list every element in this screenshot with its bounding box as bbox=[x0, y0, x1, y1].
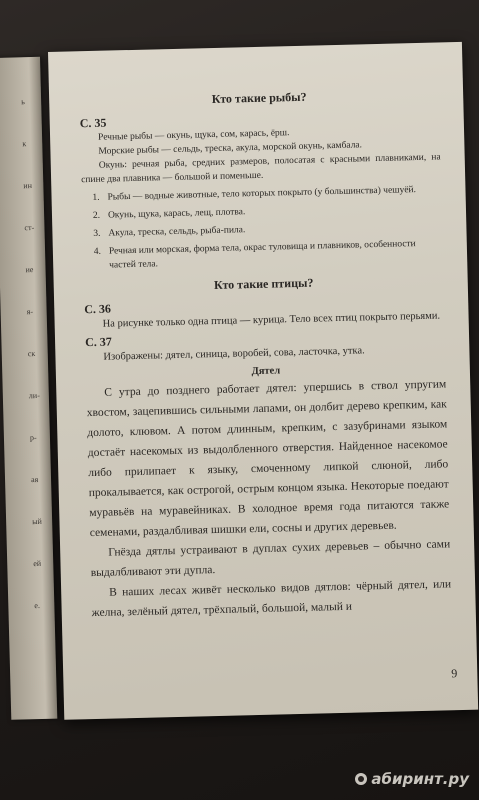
left-page-text-fragment: ая bbox=[30, 474, 39, 485]
list-item: 4. Речная или морская, форма тела, окрас туловища и плавников, особенности частей тела. bbox=[93, 239, 416, 271]
paragraph: На рисунке только одна птица — курица. Тело всех птиц покрыто перьями. bbox=[102, 310, 441, 330]
left-page-text-fragment: е. bbox=[34, 600, 41, 611]
section-heading-c35: С. 35 bbox=[79, 115, 107, 131]
watermark-text: абиринт.ру bbox=[371, 770, 469, 788]
left-page-text-fragment: к bbox=[22, 139, 27, 149]
fish-answer-list bbox=[81, 182, 443, 273]
paragraph: Гнёзда дятлы устраивают в дуплах сухих деревьев – обычно сами выдалбливают эти дупла. bbox=[90, 538, 451, 580]
watermark-logo-icon bbox=[355, 773, 367, 785]
left-page-text-fragment: ие bbox=[25, 265, 34, 275]
left-page-text-fragment: я- bbox=[26, 307, 34, 317]
list-item: 2. Окунь, щука, карась, лещ, плотва. bbox=[92, 207, 246, 221]
subtitle-woodpecker: Дятел bbox=[251, 365, 281, 378]
book-page bbox=[48, 42, 478, 720]
paragraph: Окунь: речная рыба, средних размеров, полосатая с красными плавниками, на спине два плавника — большой и поменьше. bbox=[81, 152, 441, 186]
woodpecker-text bbox=[86, 374, 452, 623]
paragraph: С утра до позднего работает дятел: упершись в ствол упругим хвостом, зацепившись сильными лапами, он долбит дерево крепким, как долото, клювом. А потом длинным, крепким, с зазубринами языком достаёт насекомых из выдолбленного отверстия. Найденное насекомое либо прилипает к языку, смоченному липкой слюной, либо прокалывается, как острогой, острым концом языка. Некоторые поедают муравьёв на муравейниках. В холодное время года питаются также семенами, раздалбливая шишки ели, сосны и других деревьев. bbox=[86, 378, 450, 540]
left-page-edge bbox=[0, 57, 57, 720]
left-page-text-fragment: ли- bbox=[28, 390, 40, 401]
left-page-text-fragment: р- bbox=[29, 433, 37, 443]
paragraph: В наших лесах живёт несколько видов дятлов: чёрный дятел, или желна, зелёный дятел, трёхпалый, большой, малый и bbox=[91, 578, 452, 620]
section-heading-c37: С. 37 bbox=[84, 334, 112, 350]
left-page-text-fragment: ый bbox=[32, 516, 42, 527]
section-title-birds: Кто такие птицы? bbox=[213, 275, 314, 293]
left-page-text-fragment: ь bbox=[21, 97, 25, 107]
site-watermark bbox=[355, 770, 469, 788]
list-item: 1. Рыбы — водные животные, тело которых покрыто (у большинства) чешуёй. bbox=[92, 185, 417, 203]
left-page-text-fragment: ст- bbox=[24, 223, 35, 233]
left-page-text-fragment: ей bbox=[33, 558, 42, 569]
page-content bbox=[79, 86, 452, 623]
page-number: 9 bbox=[451, 666, 458, 681]
section-heading-c36: С. 36 bbox=[84, 301, 112, 317]
list-item: 3. Акула, треска, сельдь, рыба-пила. bbox=[93, 225, 246, 239]
paragraph: Изображены: дятел, синица, воробей, сова, ласточка, утка. bbox=[103, 345, 365, 363]
left-page-text-fragment: ск bbox=[27, 349, 36, 359]
fish-paragraphs bbox=[80, 122, 441, 187]
paragraph: Морские рыбы — сельдь, треска, акула, морской окунь, камбала. bbox=[98, 140, 363, 157]
section-title-fish: Кто такие рыбы? bbox=[211, 89, 307, 107]
paragraph: Речные рыбы — окунь, щука, сом, карась, ёрш. bbox=[97, 128, 290, 143]
left-page-text-fragment: ин bbox=[23, 181, 33, 191]
